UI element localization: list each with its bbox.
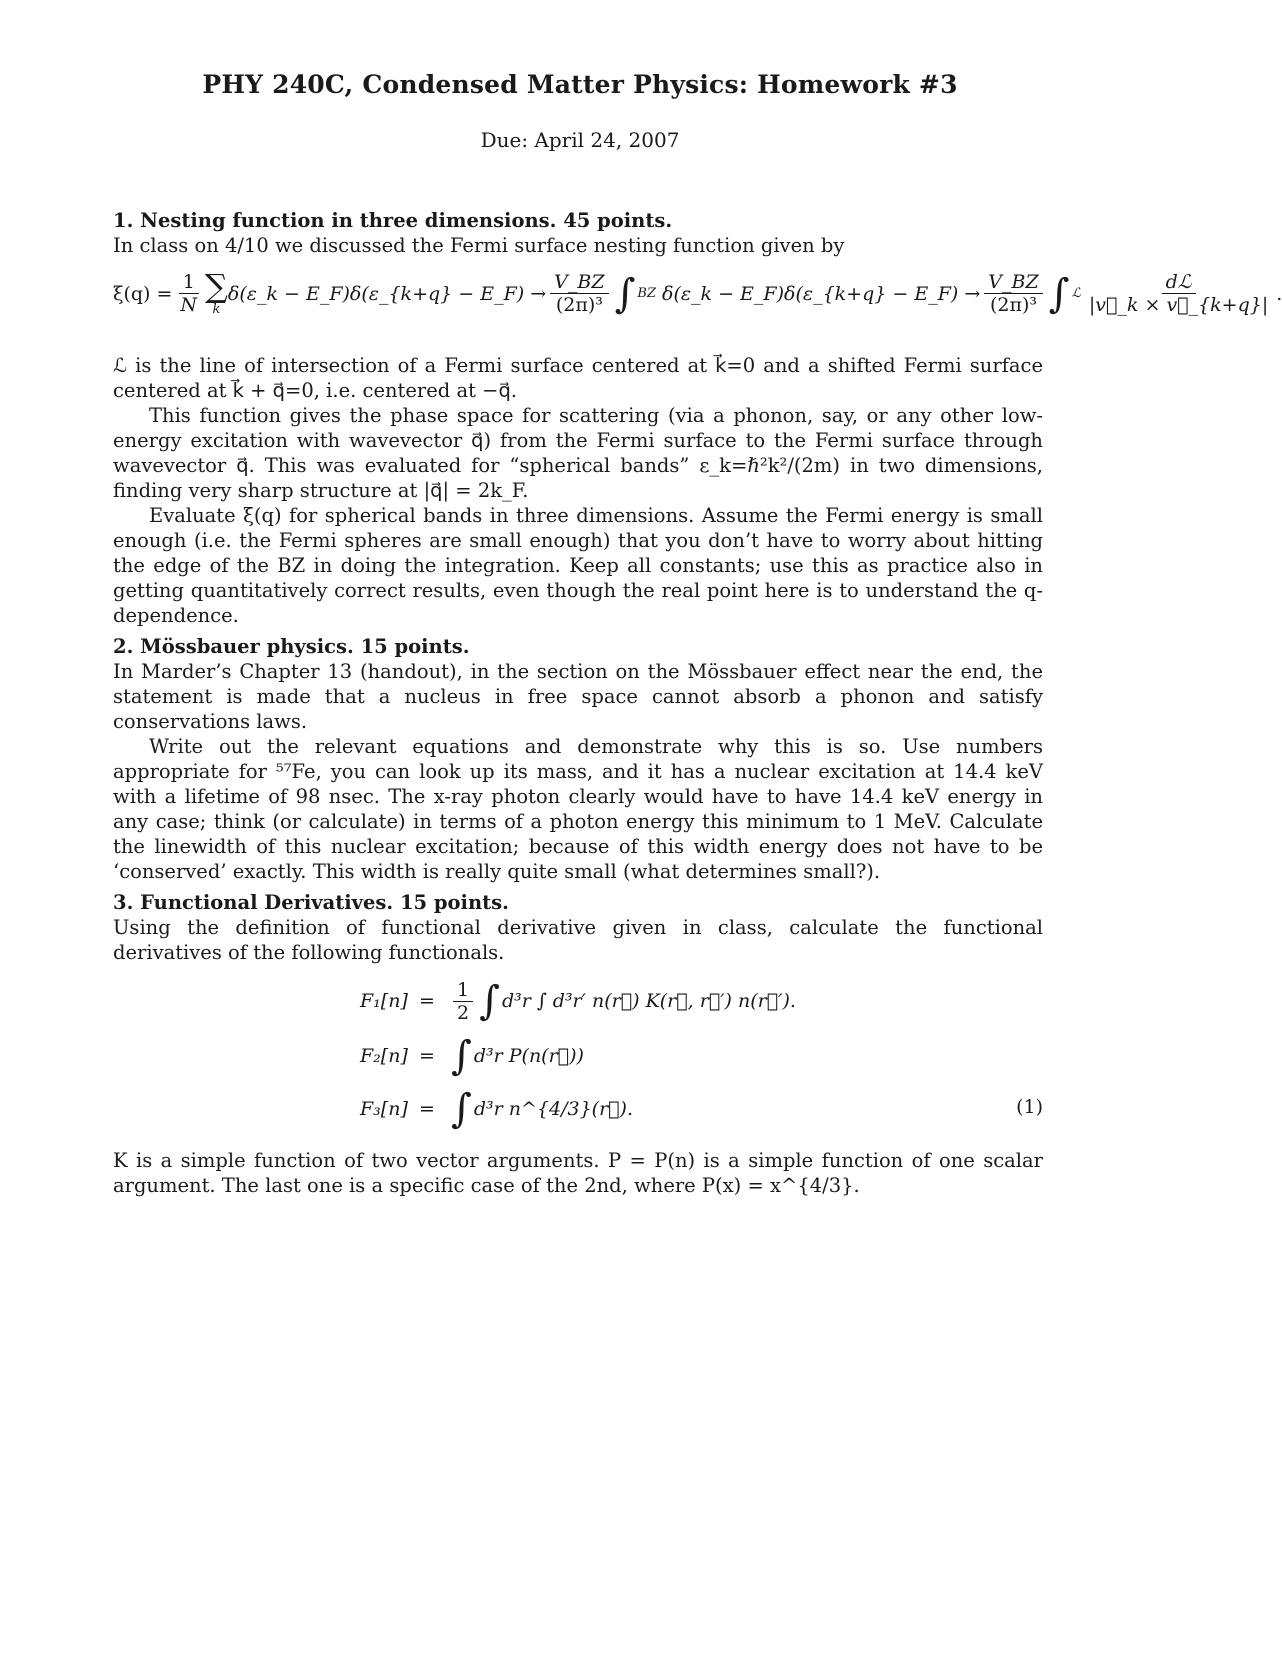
problem-2 — [113, 634, 1043, 884]
equation-f3: F₃[n] = ∫ d³r n^{4/3}(r⃗). — [360, 1086, 634, 1132]
problem-3-footer — [113, 1148, 1043, 1198]
eq-lhs: ξ(q) = — [113, 282, 173, 305]
problem-3-paragraph-2: K is a simple function of two vector arguments. P = P(n) is a simple function of one scalar argument. The last one is a specific case of the 2nd, where P(x) = x^{4/3}. — [113, 1149, 1043, 1197]
problem-3-header — [113, 890, 1043, 965]
problem-1-heading: 1. Nesting function in three dimensions. 45 points. — [113, 209, 673, 232]
eq-frac-4: $\frac{\text{dℒ}}{|v⃗\_k \times v⃗\_\{k+q\}|}$ — [1088, 271, 1269, 316]
problem-2-paragraph-2: Write out the relevant equations and demonstrate why this is so. Use numbers appropriate for ⁵⁷Fe, you can look up its mass, and it has a nuclear excitation at 14.4 keV with a lifetime of 98 nsec. The x-ray photon clearly would have to have 14.4 keV energy in any case; think (or calculate) in terms of a photon energy this minimum to 1 MeV. Calculate the linewidth of this nuclear excitation; because of this width energy does not have to be ‘conserved’ exactly. This width is really quite small (what determines small?). — [113, 735, 1043, 883]
equation-f2: F₂[n] = ∫ d³r P(n(r⃗)) — [360, 1033, 584, 1079]
problem-3-paragraph-1: Using the definition of functional derivative given in class, calculate the functional derivatives of the following functionals. — [113, 916, 1043, 964]
problem-1-intro: In class on 4/10 we discussed the Fermi surface nesting function given by — [113, 234, 845, 257]
integral-1-domain: BZ — [637, 286, 656, 301]
eq-term-1: δ(ε_k − E_F)δ(ε_{k+q} − E_F) → — [227, 282, 547, 305]
problem-1-paragraph-2: This function gives the phase space for scattering (via a phonon, say, or any other low-energy excitation with wavevector q⃗) from the Fermi surface to the Fermi surface through wavevector q⃗. This was evaluated for “spherical bands” ε_k=ℏ²k²/(2m) in two dimensions, finding very sharp structure at |q⃗| = 2k_F. — [113, 404, 1043, 502]
eq-frac-3: $\frac{V\_BZ}{\text{(2π)³}}$ — [984, 271, 1042, 316]
problem-1-header — [113, 208, 1043, 258]
equation-f1: F₁[n] = $\frac{1}{2}$ ∫ d³r ∫ d³r′ n(r⃗) K(r⃗, r⃗′) n(r⃗′). — [360, 978, 796, 1024]
problem-2-paragraph-1: In Marder’s Chapter 13 (handout), in the section on the Mössbauer effect near the end, the statement is made that a nucleus in free space cannot absorb a phonon and satisfy conservations laws. — [113, 660, 1043, 733]
eq-frac-1: $\frac{1}{N}$ — [180, 271, 198, 316]
integral-2-domain: ℒ — [1071, 286, 1081, 301]
problem-3-heading: 3. Functional Derivatives. 15 points. — [113, 891, 509, 914]
problem-1-paragraph-1: ℒ is the line of intersection of a Fermi surface centered at k⃗=0 and a shifted Fermi surface centered at k⃗ + q⃗=0, i.e. centered at −q⃗. — [113, 354, 1043, 402]
eq-term-2: δ(ε_k − E_F)δ(ε_{k+q} − E_F) → — [662, 282, 981, 305]
nesting-equation: ξ(q) = $\frac{1}{N}$ ∑ k δ(ε_k − E_F)δ(ε_{k+q} − E_F) → $\frac{V\_BZ}{\text{(2π)³}}$ ∫ BZ δ(ε_k − E_F)δ(ε_{k+q} − E_F) → $\frac{V\_BZ}{\text{(2π)³}}$ ∫ ℒ $\frac{\text{dℒ}}{|v⃗\_k \times v⃗\_\{k+q\}|}$ . — [113, 267, 1282, 317]
eq-frac-2: $\frac{V\_BZ}{\text{(2π)³}}$ — [550, 271, 608, 316]
integral-symbol-1: ∫ — [614, 270, 636, 317]
problem-1-body — [113, 353, 1043, 628]
functional-equations — [360, 976, 1043, 1156]
integral-symbol-2: ∫ — [1048, 270, 1070, 317]
due-date: Due: April 24, 2007 — [480, 128, 680, 152]
equation-number: (1) — [1016, 1096, 1043, 1118]
problem-2-heading: 2. Mössbauer physics. 15 points. — [113, 635, 470, 658]
sum-symbol: ∑ k — [205, 267, 228, 317]
problem-1-paragraph-3: Evaluate ξ(q) for spherical bands in three dimensions. Assume the Fermi energy is small enough (i.e. the Fermi spheres are small enough) that you don’t have to worry about hitting the edge of the BZ in doing the integration. Keep all constants; use this as practice also in getting quantitatively correct results, even though the real point here is to understand the q-dependence. — [113, 504, 1043, 627]
page-title: PHY 240C, Condensed Matter Physics: Homework #3 — [202, 70, 958, 99]
